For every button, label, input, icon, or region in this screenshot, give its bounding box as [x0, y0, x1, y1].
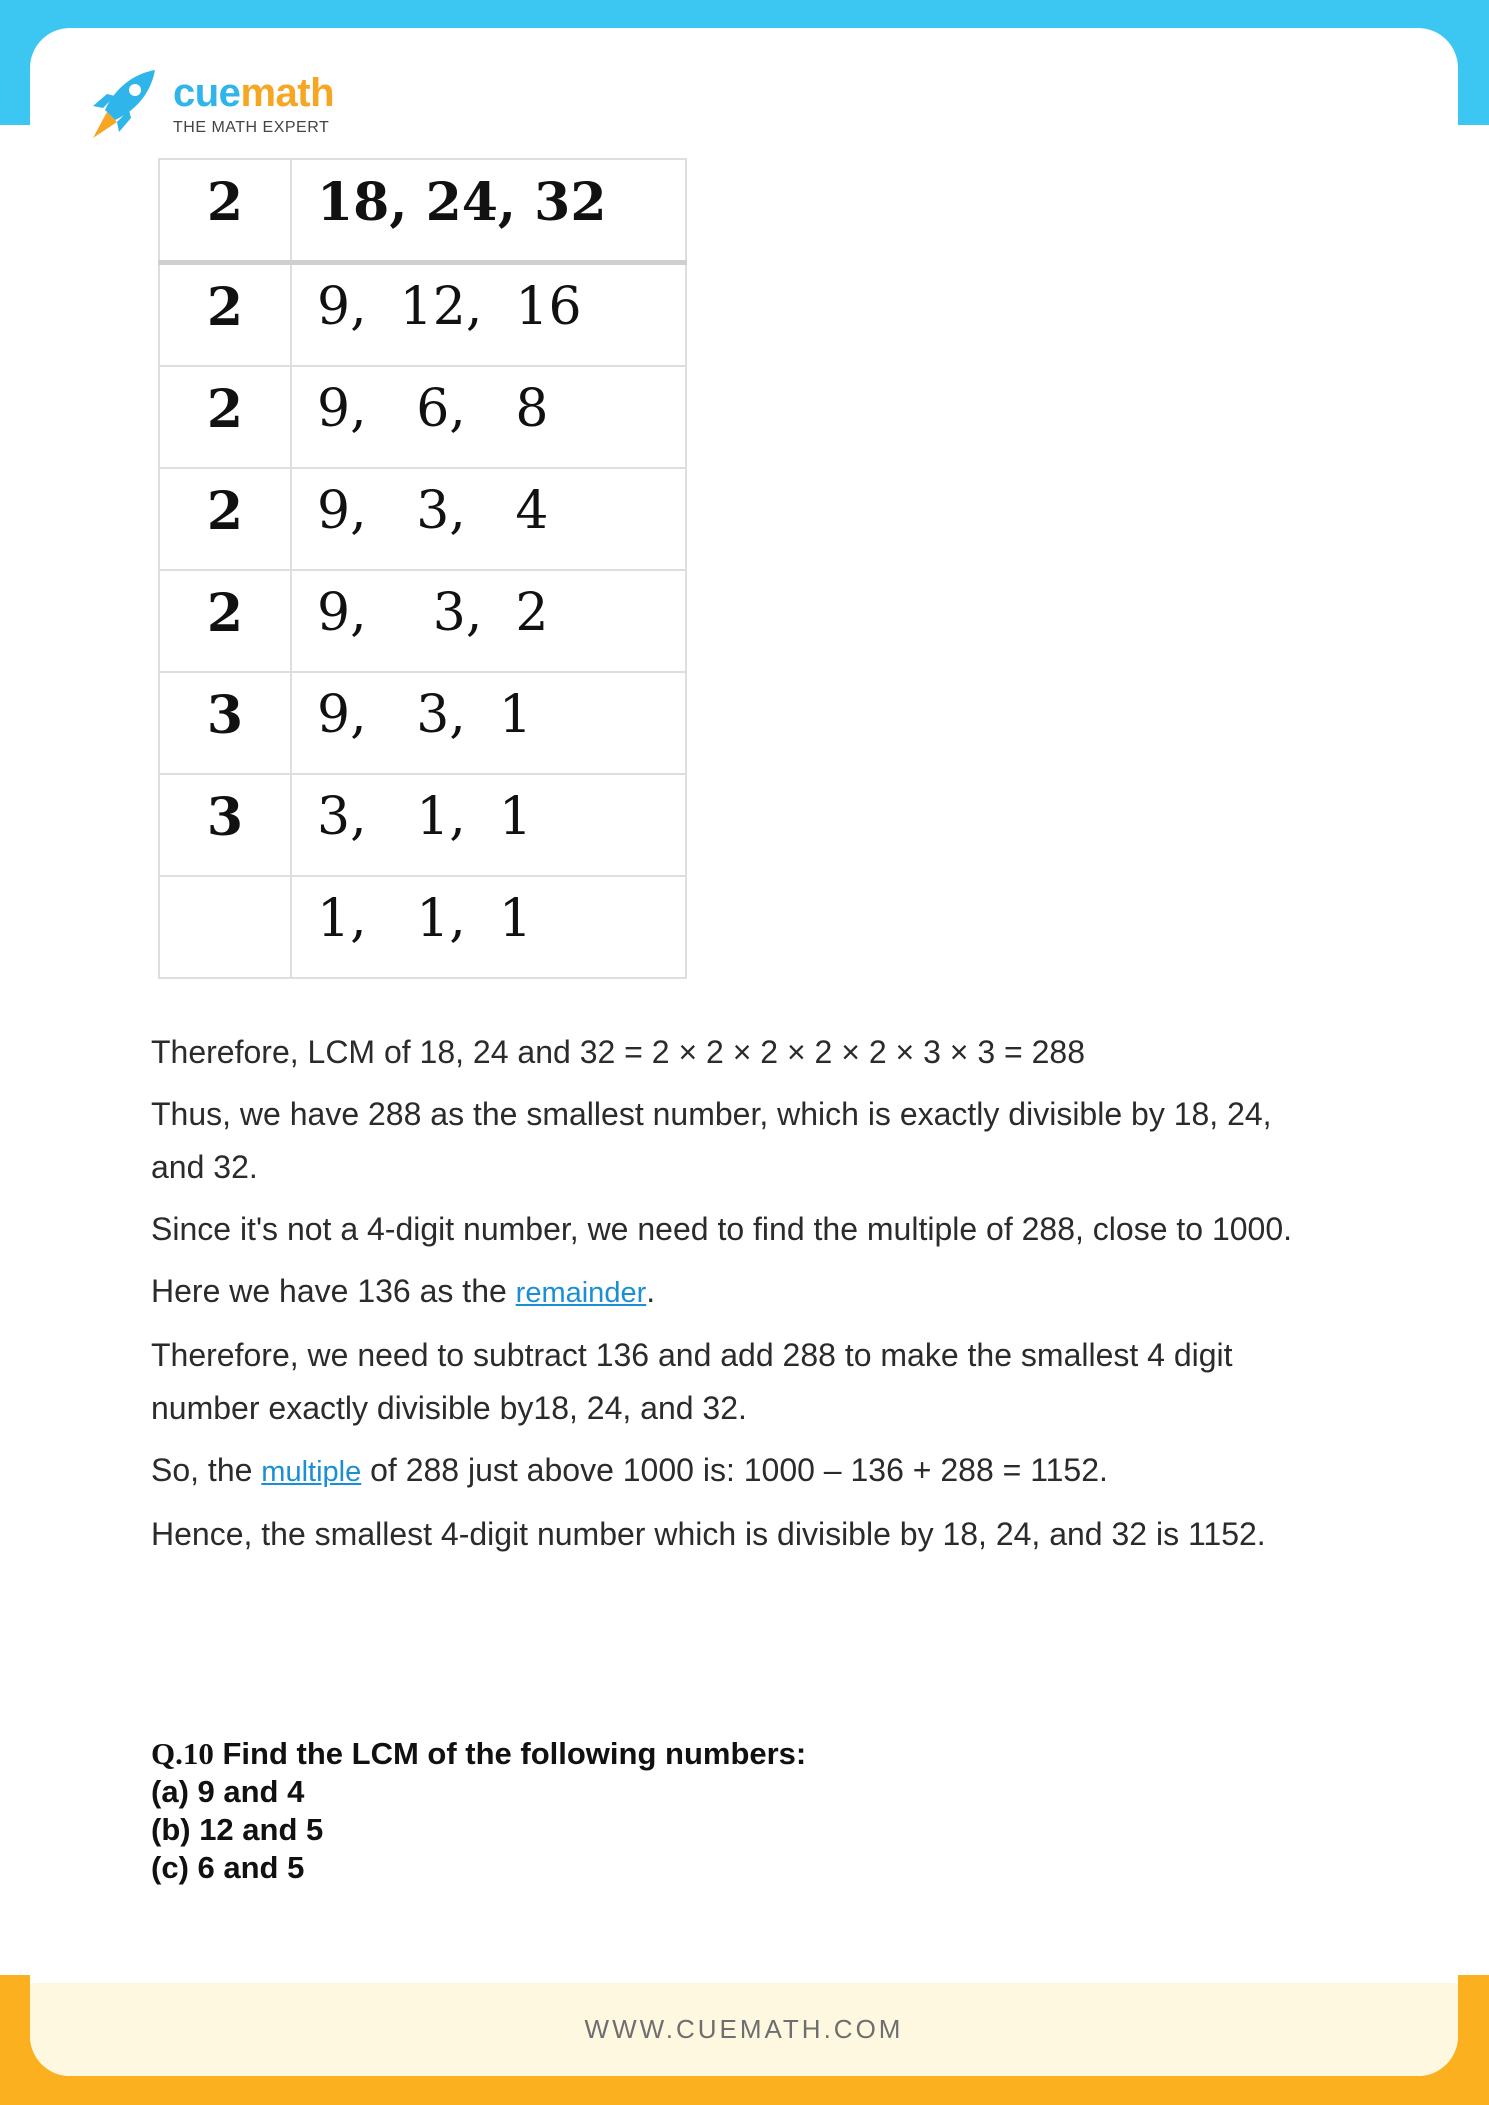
table-row: [159, 672, 686, 774]
cuemath-logo[interactable]: [85, 68, 334, 142]
table-row: [159, 876, 686, 978]
table-row: [159, 366, 686, 468]
solution-text: [151, 1026, 1331, 1570]
question-part-c: (c) 6 and 5: [151, 1850, 305, 1885]
divisor-cell: 2: [159, 570, 291, 672]
question-part-a: (a) 9 and 4: [151, 1774, 305, 1809]
divisor-cell: 2: [159, 366, 291, 468]
question-title: Q.10 Find the LCM of the following numbers:: [151, 1736, 807, 1771]
divisor-cell: 2: [159, 468, 291, 570]
table-row: [159, 159, 686, 263]
table-row: [159, 570, 686, 672]
values-cell: 9, 6, 8: [291, 366, 686, 468]
paragraph-conclusion: Hence, the smallest 4-digit number which is divisible by 18, 24, and 32 is 1152.: [151, 1516, 1266, 1552]
divisor-cell: 3: [159, 774, 291, 876]
paragraph-multiple: So, the multiple of 288 just above 1000 is: 1000 – 136 + 288 = 1152.: [151, 1452, 1108, 1488]
paragraph-remainder: Here we have 136 as the remainder.: [151, 1273, 656, 1309]
paragraph-smallest-number: Thus, we have 288 as the smallest number, which is exactly divisible by 18, 24, and 32.: [151, 1096, 1272, 1185]
paragraph-lcm-result: Therefore, LCM of 18, 24 and 32 = 2 × 2 × 2 × 2 × 2 × 3 × 3 = 288: [151, 1034, 1085, 1070]
table-row: [159, 263, 686, 367]
divisor-cell: 3: [159, 672, 291, 774]
lcm-division-table: [158, 158, 687, 979]
values-cell: 9, 12, 16: [291, 263, 686, 367]
brand-tagline: THE MATH EXPERT: [173, 119, 330, 136]
brand-name: cuemath: [173, 71, 335, 115]
values-cell: 9, 3, 4: [291, 468, 686, 570]
paragraph-subtract: Therefore, we need to subtract 136 and add 288 to make the smallest 4 digit number exactly divisible by18, 24, and 32.: [151, 1337, 1233, 1426]
values-cell: 3, 1, 1: [291, 774, 686, 876]
divisor-cell: 2: [159, 263, 291, 367]
values-cell: 18, 24, 32: [291, 159, 686, 263]
remainder-link[interactable]: remainder: [515, 1277, 647, 1309]
paragraph-multiple-note: Since it's not a 4-digit number, we need to find the multiple of 288, close to 1000.: [151, 1211, 1293, 1247]
values-cell: 9, 3, 1: [291, 672, 686, 774]
question-10: [151, 1735, 806, 1887]
table-row: [159, 774, 686, 876]
divisor-cell: [159, 876, 291, 978]
multiple-link[interactable]: multiple: [261, 1456, 362, 1488]
rocket-icon: [85, 68, 159, 142]
divisor-cell: 2: [159, 159, 291, 263]
footer-url[interactable]: WWW.CUEMATH.COM: [30, 1983, 1458, 2076]
table-row: [159, 468, 686, 570]
question-part-b: (b) 12 and 5: [151, 1812, 324, 1847]
values-cell: 9, 3, 2: [291, 570, 686, 672]
values-cell: 1, 1, 1: [291, 876, 686, 978]
